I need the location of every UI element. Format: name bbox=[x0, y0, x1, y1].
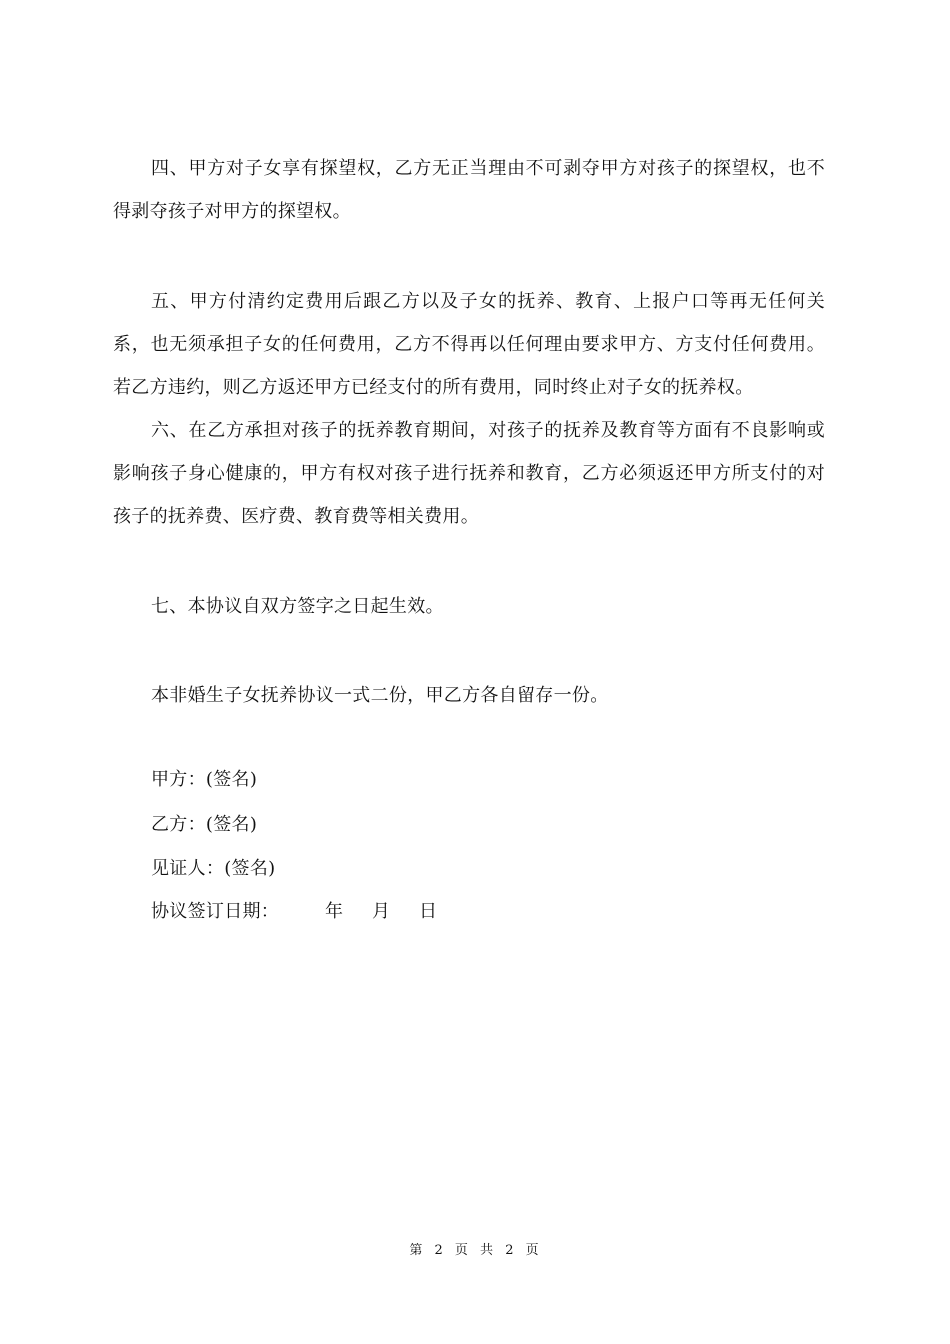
signing-date-row bbox=[151, 900, 466, 924]
date-day-label: 日 bbox=[419, 901, 438, 922]
signing-date-label: 协议签订日期： bbox=[151, 901, 280, 922]
clause-six: 六、在乙方承担对孩子的抚养教育期间，对孩子的抚养及教育等方面有不良影响或影响孩子身心健康的，甲方有权对孩子进行抚养和教育，乙方必须返还甲方所支付的对孩子的抚养费、医疗费、教育费等相关费用。 bbox=[113, 420, 825, 527]
clause-five: 五、甲方付清约定费用后跟乙方以及子女的抚养、教育、上报户口等再无任何关系，也无须承担子女的任何费用，乙方不得再以任何理由要求甲方、方支付任何费用。若乙方违约，则乙方返还甲方已经支付的所有费用，同时终止对子女的抚养权。 bbox=[113, 291, 825, 398]
date-month-label: 月 bbox=[372, 901, 391, 922]
party-b-signature: 乙方：(签名) bbox=[151, 814, 258, 835]
page-footer: 第 2 页 共 2 页 bbox=[409, 1243, 541, 1258]
clause-seven: 七、本协议自双方签字之日起生效。 bbox=[151, 596, 444, 617]
witness-signature: 见证人：(签名) bbox=[151, 858, 276, 879]
party-a-signature: 甲方：(签名) bbox=[151, 769, 258, 790]
copies-note: 本非婚生子女抚养协议一式二份，甲乙方各自留存一份。 bbox=[151, 685, 609, 706]
clause-four: 四、甲方对子女享有探望权，乙方无正当理由不可剥夺甲方对孩子的探望权，也不得剥夺孩子对甲方的探望权。 bbox=[113, 158, 825, 222]
date-year-label: 年 bbox=[325, 901, 344, 922]
